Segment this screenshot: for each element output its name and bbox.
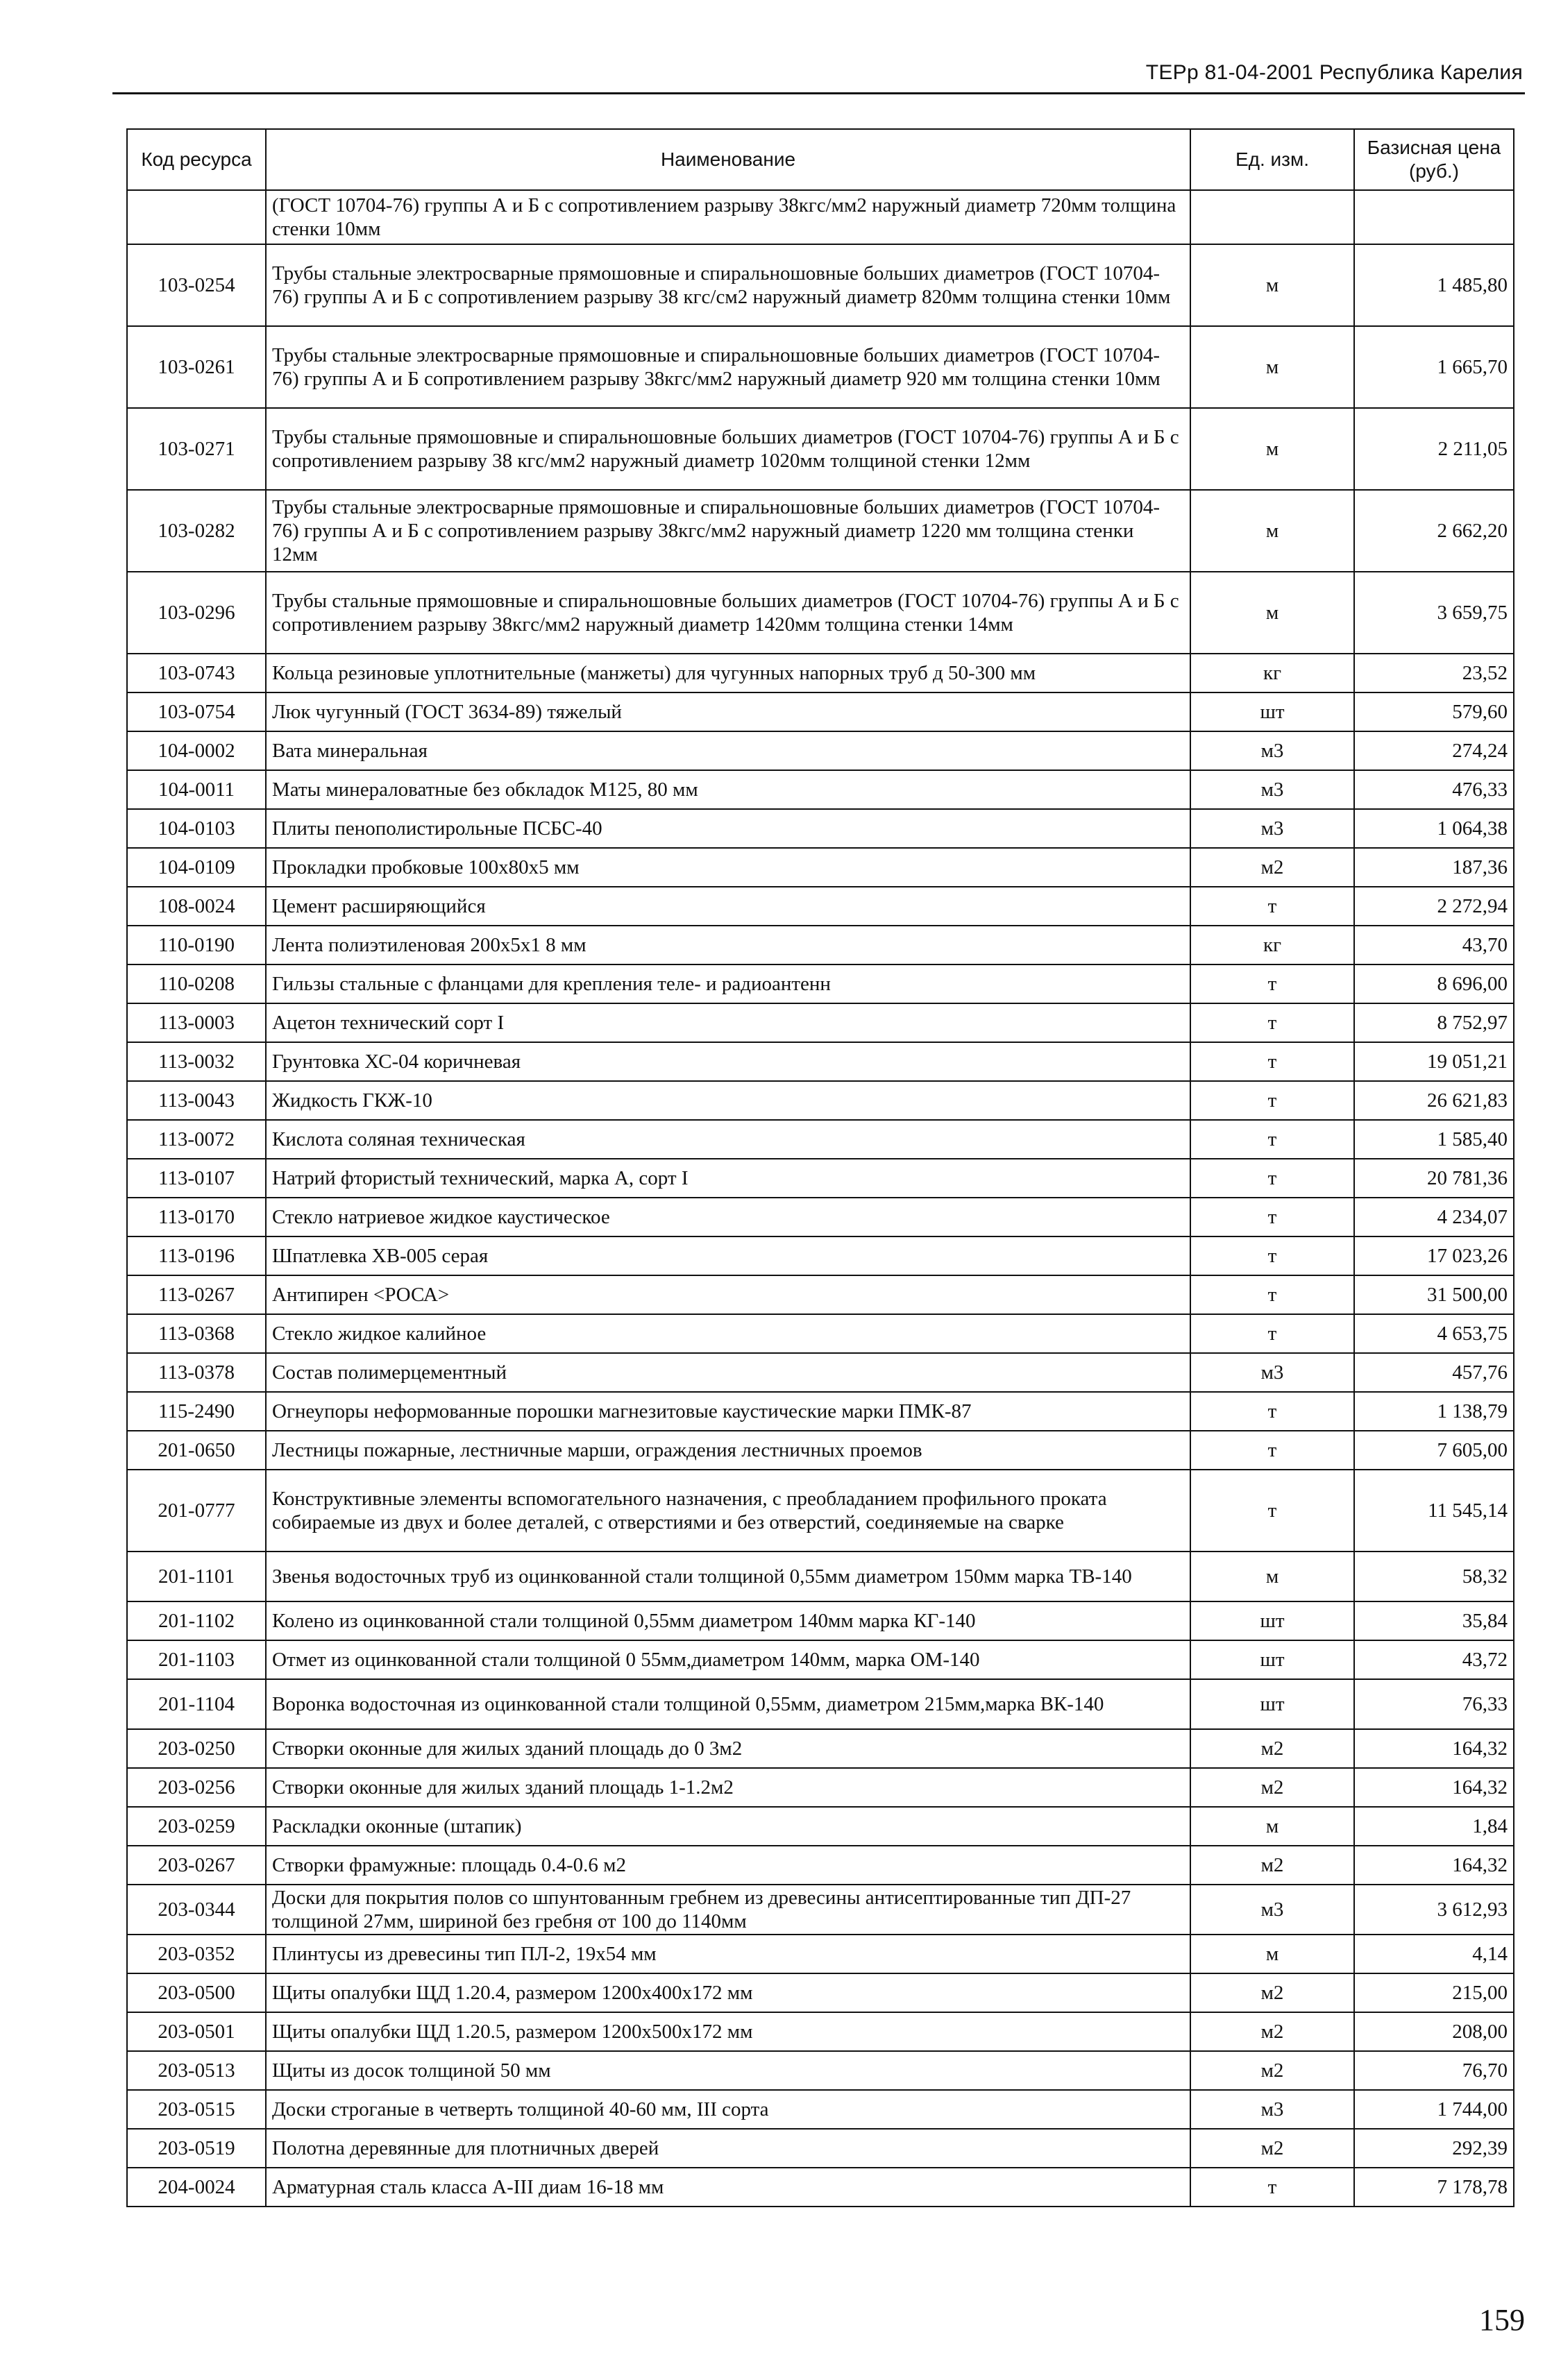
cell-name: Натрий фтористый технический, марка А, сорт I [266,1159,1190,1198]
cell-price: 26 621,83 [1354,1081,1514,1120]
cell-code [127,190,266,244]
cell-code: 103-0254 [127,244,266,326]
cell-name: Щиты из досок толщиной 50 мм [266,2051,1190,2090]
cell-name: Доски строганые в четверть толщиной 40-60 мм, III сорта [266,2090,1190,2129]
cell-name: Кольца резиновые уплотнительные (манжеты) для чугунных напорных труб д 50-300 мм [266,654,1190,692]
cell-name: Раскладки оконные (штапик) [266,1807,1190,1846]
cell-code: 203-0267 [127,1846,266,1885]
cell-name: Трубы стальные электросварные прямошовные и спиральношовные больших диаметров (ГОСТ 10704-76) группы А и Б с сопротивлением разрыву 38 кгс/см2 наружный диаметр 820мм толщина стенки 10мм [266,244,1190,326]
cell-price: 2 272,94 [1354,887,1514,926]
cell-code: 203-0344 [127,1885,266,1935]
cell-unit: шт [1190,1640,1354,1679]
cell-unit: т [1190,1236,1354,1275]
cell-code: 201-0777 [127,1470,266,1552]
cell-name: Колено из оцинкованной стали толщиной 0,55мм диаметром 140мм марка КГ-140 [266,1601,1190,1640]
cell-code: 110-0208 [127,964,266,1003]
table-row [127,1198,1514,1236]
cell-unit: м [1190,408,1354,490]
table-row [127,1846,1514,1885]
cell-code: 113-0043 [127,1081,266,1120]
table-row [127,887,1514,926]
cell-price: 23,52 [1354,654,1514,692]
cell-unit: т [1190,1081,1354,1120]
cell-code: 113-0267 [127,1275,266,1314]
cell-name: Конструктивные элементы вспомогательного назначения, с преобладанием профильного проката собираемые из двух и более деталей, с отверстиями и без отверстий, соединяемые на сварке [266,1470,1190,1552]
cell-price: 1 744,00 [1354,2090,1514,2129]
cell-unit: м2 [1190,2012,1354,2051]
cell-name: Арматурная сталь класса А-III диам 16-18 мм [266,2168,1190,2207]
cell-unit: м [1190,1935,1354,1973]
cell-price: 43,72 [1354,1640,1514,1679]
cell-unit: т [1190,2168,1354,2207]
cell-name: Ацетон технический сорт I [266,1003,1190,1042]
table-row [127,2090,1514,2129]
cell-price: 20 781,36 [1354,1159,1514,1198]
table-row [127,326,1514,408]
cell-unit: т [1190,964,1354,1003]
table-row [127,1552,1514,1601]
table-row [127,1470,1514,1552]
resource-price-table [126,128,1514,2207]
header-divider [112,92,1525,94]
cell-price: 1 485,80 [1354,244,1514,326]
cell-name: (ГОСТ 10704-76) группы А и Б с сопротивлением разрыву 38кгс/мм2 наружный диаметр 720мм толщина стенки 10мм [266,190,1190,244]
cell-code: 103-0261 [127,326,266,408]
table-row [127,2012,1514,2051]
cell-code: 103-0271 [127,408,266,490]
table-row [127,1768,1514,1807]
cell-price: 164,32 [1354,1846,1514,1885]
cell-price: 187,36 [1354,848,1514,887]
table-row [127,654,1514,692]
cell-name: Прокладки пробковые 100х80х5 мм [266,848,1190,887]
table-row [127,1081,1514,1120]
cell-price: 1 064,38 [1354,809,1514,848]
cell-name: Состав полимерцементный [266,1353,1190,1392]
table-row [127,1431,1514,1470]
table-row [127,244,1514,326]
cell-name: Звенья водосточных труб из оцинкованной стали толщиной 0,55мм диаметром 150мм марка ТВ-140 [266,1552,1190,1601]
table-row [127,964,1514,1003]
cell-unit: шт [1190,692,1354,731]
cell-price: 215,00 [1354,1973,1514,2012]
table-row [127,1353,1514,1392]
cell-unit: т [1190,1042,1354,1081]
cell-unit: шт [1190,1679,1354,1729]
cell-price: 1 585,40 [1354,1120,1514,1159]
cell-unit: м [1190,1552,1354,1601]
column-header-unit: Ед. изм. [1190,129,1354,190]
cell-code: 203-0259 [127,1807,266,1846]
cell-code: 113-0378 [127,1353,266,1392]
cell-unit: т [1190,1314,1354,1353]
cell-code: 203-0515 [127,2090,266,2129]
cell-code: 201-1104 [127,1679,266,1729]
table-row [127,1314,1514,1353]
table-row [127,1042,1514,1081]
table-row [127,1392,1514,1431]
cell-price: 7 605,00 [1354,1431,1514,1470]
cell-price: 164,32 [1354,1768,1514,1807]
cell-unit: м3 [1190,1353,1354,1392]
cell-unit: м3 [1190,770,1354,809]
cell-price: 579,60 [1354,692,1514,731]
cell-unit: м2 [1190,848,1354,887]
cell-name: Стекло жидкое калийное [266,1314,1190,1353]
cell-price: 274,24 [1354,731,1514,770]
cell-name: Створки фрамужные: площадь 0.4-0.6 м2 [266,1846,1190,1885]
cell-name: Воронка водосточная из оцинкованной стали толщиной 0,55мм, диаметром 215мм,марка ВК-140 [266,1679,1190,1729]
cell-price: 31 500,00 [1354,1275,1514,1314]
table-row [127,490,1514,572]
cell-price: 208,00 [1354,2012,1514,2051]
table-row [127,1003,1514,1042]
cell-code: 104-0011 [127,770,266,809]
cell-unit: т [1190,1470,1354,1552]
table-row [127,1729,1514,1768]
column-header-price: Базисная цена (руб.) [1354,129,1514,190]
cell-unit: т [1190,887,1354,926]
cell-price: 4 653,75 [1354,1314,1514,1353]
cell-code: 113-0072 [127,1120,266,1159]
cell-name: Полотна деревянные для плотничных дверей [266,2129,1190,2168]
cell-unit: м2 [1190,2129,1354,2168]
cell-unit: м [1190,326,1354,408]
table-row [127,1640,1514,1679]
cell-name: Грунтовка ХС-04 коричневая [266,1042,1190,1081]
cell-code: 203-0501 [127,2012,266,2051]
table-row [127,1935,1514,1973]
table-row [127,2051,1514,2090]
column-header-code: Код ресурса [127,129,266,190]
cell-price: 8 696,00 [1354,964,1514,1003]
cell-name: Плинтусы из древесины тип ПЛ-2, 19х54 мм [266,1935,1190,1973]
cell-code: 204-0024 [127,2168,266,2207]
cell-price: 19 051,21 [1354,1042,1514,1081]
cell-unit: кг [1190,654,1354,692]
cell-name: Вата минеральная [266,731,1190,770]
cell-code: 203-0500 [127,1973,266,2012]
cell-code: 201-0650 [127,1431,266,1470]
table-row [127,2129,1514,2168]
cell-unit: кг [1190,926,1354,964]
cell-unit: м3 [1190,809,1354,848]
table-row [127,692,1514,731]
cell-price: 164,32 [1354,1729,1514,1768]
table-row [127,1973,1514,2012]
table-row [127,809,1514,848]
cell-unit: м2 [1190,2051,1354,2090]
cell-code: 113-0368 [127,1314,266,1353]
cell-code: 103-0754 [127,692,266,731]
cell-price: 58,32 [1354,1552,1514,1601]
cell-code: 201-1101 [127,1552,266,1601]
cell-name: Створки оконные для жилых зданий площадь 1-1.2м2 [266,1768,1190,1807]
cell-name: Трубы стальные прямошовные и спиральношовные больших диаметров (ГОСТ 10704-76) группы А и Б с сопротивлением разрыву 38кгс/мм2 наружный диаметр 1420мм толщина стенки 14мм [266,572,1190,654]
cell-name: Шпатлевка ХВ-005 серая [266,1236,1190,1275]
cell-name: Лестницы пожарные, лестничные марши, ограждения лестничных проемов [266,1431,1190,1470]
table-row [127,1236,1514,1275]
cell-code: 113-0003 [127,1003,266,1042]
cell-price: 4,14 [1354,1935,1514,1973]
cell-price: 2 662,20 [1354,490,1514,572]
cell-price: 76,33 [1354,1679,1514,1729]
table-row [127,1601,1514,1640]
cell-name: Щиты опалубки ЩД 1.20.5, размером 1200х500х172 мм [266,2012,1190,2051]
cell-code: 201-1103 [127,1640,266,1679]
table-row [127,1679,1514,1729]
cell-code: 203-0352 [127,1935,266,1973]
cell-code: 104-0103 [127,809,266,848]
table-row [127,731,1514,770]
cell-code: 115-2490 [127,1392,266,1431]
cell-name: Лента полиэтиленовая 200х5х1 8 мм [266,926,1190,964]
cell-unit: шт [1190,1601,1354,1640]
cell-code: 203-0519 [127,2129,266,2168]
cell-name: Створки оконные для жилых зданий площадь до 0 3м2 [266,1729,1190,1768]
cell-code: 103-0743 [127,654,266,692]
cell-unit: м3 [1190,731,1354,770]
cell-code: 103-0296 [127,572,266,654]
cell-code: 113-0196 [127,1236,266,1275]
cell-code: 104-0109 [127,848,266,887]
table-row [127,926,1514,964]
cell-unit: м3 [1190,1885,1354,1935]
table-row [127,848,1514,887]
cell-unit: т [1190,1198,1354,1236]
cell-price: 457,76 [1354,1353,1514,1392]
cell-unit [1190,190,1354,244]
cell-code: 113-0170 [127,1198,266,1236]
cell-unit: т [1190,1431,1354,1470]
cell-unit: м2 [1190,1973,1354,2012]
cell-name: Стекло натриевое жидкое каустическое [266,1198,1190,1236]
cell-unit: т [1190,1392,1354,1431]
cell-price: 3 612,93 [1354,1885,1514,1935]
cell-unit: м [1190,490,1354,572]
table-row [127,770,1514,809]
cell-price: 7 178,78 [1354,2168,1514,2207]
cell-name: Люк чугунный (ГОСТ 3634-89) тяжелый [266,692,1190,731]
page-number: 159 [1479,2303,1525,2337]
cell-price: 43,70 [1354,926,1514,964]
cell-name: Гильзы стальные с фланцами для крепления теле- и радиоантенн [266,964,1190,1003]
cell-unit: м2 [1190,1846,1354,1885]
table-row [127,1885,1514,1935]
cell-code: 203-0513 [127,2051,266,2090]
cell-price: 1 665,70 [1354,326,1514,408]
table-row [127,2168,1514,2207]
cell-name: Жидкость ГКЖ-10 [266,1081,1190,1120]
cell-code: 104-0002 [127,731,266,770]
cell-name: Доски для покрытия полов со шпунтованным гребнем из древесины антисептированные тип ДП-27 толщиной 27мм, шириной без гребня от 100 до 1140мм [266,1885,1190,1935]
cell-price: 3 659,75 [1354,572,1514,654]
document-header-title: ТЕРр 81-04-2001 Республика Карелия [1145,61,1523,84]
column-header-name: Наименование [266,129,1190,190]
cell-unit: т [1190,1003,1354,1042]
table-row [127,572,1514,654]
cell-code: 110-0190 [127,926,266,964]
cell-unit: т [1190,1159,1354,1198]
cell-price: 8 752,97 [1354,1003,1514,1042]
table-body [127,190,1514,2207]
cell-unit: м [1190,244,1354,326]
cell-name: Отмет из оцинкованной стали толщиной 0 55мм,диаметром 140мм, марка ОМ-140 [266,1640,1190,1679]
cell-price: 76,70 [1354,2051,1514,2090]
cell-name: Кислота соляная техническая [266,1120,1190,1159]
table-row [127,1159,1514,1198]
cell-code: 203-0256 [127,1768,266,1807]
cell-price: 476,33 [1354,770,1514,809]
cell-name: Цемент расширяющийся [266,887,1190,926]
cell-name: Плиты пенополистирольные ПСБС-40 [266,809,1190,848]
cell-name: Щиты опалубки ЩД 1.20.4, размером 1200х400х172 мм [266,1973,1190,2012]
cell-code: 203-0250 [127,1729,266,1768]
cell-name: Огнеупоры неформованные порошки магнезитовые каустические марки ПМК-87 [266,1392,1190,1431]
cell-unit: м [1190,1807,1354,1846]
cell-code: 103-0282 [127,490,266,572]
table-row [127,1120,1514,1159]
cell-price: 292,39 [1354,2129,1514,2168]
cell-unit: м2 [1190,1768,1354,1807]
cell-price [1354,190,1514,244]
cell-name: Трубы стальные прямошовные и спиральношовные больших диаметров (ГОСТ 10704-76) группы А и Б с сопротивлением разрыву 38 кгс/мм2 наружный диаметр 1020мм толщиной стенки 12мм [266,408,1190,490]
cell-price: 2 211,05 [1354,408,1514,490]
cell-price: 1 138,79 [1354,1392,1514,1431]
table-row [127,190,1514,244]
table-row [127,1807,1514,1846]
cell-code: 201-1102 [127,1601,266,1640]
cell-name: Трубы стальные электросварные прямошовные и спиральношовные больших диаметров (ГОСТ 10704-76) группы А и Б с сопротивлением разрыву 38кгс/мм2 наружный диаметр 1220 мм толщина стенки 12мм [266,490,1190,572]
cell-price: 11 545,14 [1354,1470,1514,1552]
cell-code: 113-0107 [127,1159,266,1198]
table-row [127,1275,1514,1314]
cell-price: 17 023,26 [1354,1236,1514,1275]
cell-unit: м [1190,572,1354,654]
cell-unit: м3 [1190,2090,1354,2129]
table-row [127,408,1514,490]
cell-name: Антипирен <РОСА> [266,1275,1190,1314]
cell-code: 108-0024 [127,887,266,926]
cell-price: 1,84 [1354,1807,1514,1846]
cell-unit: т [1190,1275,1354,1314]
cell-price: 4 234,07 [1354,1198,1514,1236]
cell-price: 35,84 [1354,1601,1514,1640]
table-header-row [127,129,1514,190]
cell-unit: т [1190,1120,1354,1159]
cell-name: Маты минераловатные без обкладок М125, 80 мм [266,770,1190,809]
cell-code: 113-0032 [127,1042,266,1081]
cell-name: Трубы стальные электросварные прямошовные и спиральношовные больших диаметров (ГОСТ 10704-76) группы А и Б сопротивлением разрыву 38кгс/мм2 наружный диаметр 920 мм толщина стенки 10мм [266,326,1190,408]
cell-unit: м2 [1190,1729,1354,1768]
